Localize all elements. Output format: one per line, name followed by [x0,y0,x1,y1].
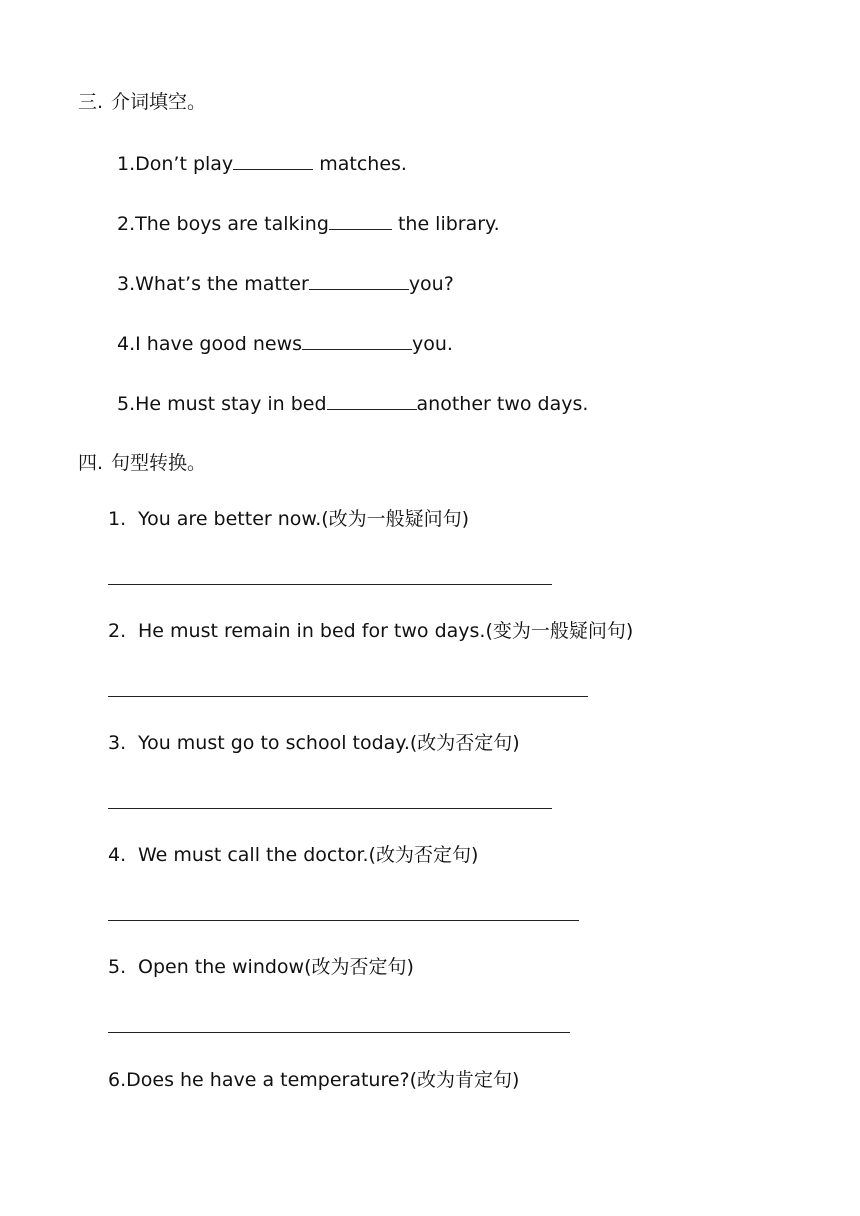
fill-item-text-after: you. [412,333,453,355]
transform-item-index: 2. [108,620,127,642]
fill-item-text-before: 2.The boys are talking [117,213,329,235]
fill-blank[interactable] [302,329,412,350]
fill-item-1 [117,149,407,177]
section-3-heading [78,89,206,115]
section-4-heading [78,450,206,476]
fill-item-5 [117,389,588,417]
section-3-number: 三. [78,91,104,113]
section-3-title: 介词填空。 [111,91,207,113]
transform-item-4 [108,842,478,868]
transform-item-1 [108,506,469,532]
fill-item-text-after: you? [408,273,454,295]
transform-item-text: We must call the doctor.(改为否定句) [138,844,479,866]
transform-item-5 [108,954,414,980]
transform-item-index: 4. [108,844,127,866]
fill-item-text-after: another two days. [416,393,589,415]
transform-item-text: He must remain in bed for two days.(变为一般疑问句) [138,620,634,642]
transform-item-text: Open the window(改为否定句) [138,956,414,978]
fill-blank[interactable] [329,209,392,230]
transform-item-index: 1. [108,508,127,530]
transform-item-text: 6.Does he have a temperature?(改为肯定句) [108,1069,520,1091]
answer-line-1[interactable] [108,584,552,585]
fill-item-text-before: 5.He must stay in bed [117,393,327,415]
answer-line-5[interactable] [108,1032,570,1033]
fill-blank[interactable] [327,389,417,410]
transform-item-index: 5. [108,956,127,978]
transform-item-text: You are better now.(改为一般疑问句) [138,508,470,530]
section-4-title: 句型转换。 [111,452,207,474]
answer-line-2[interactable] [108,696,588,697]
transform-item-6 [108,1067,519,1093]
fill-item-text-before: 1.Don’t play [117,153,234,175]
answer-line-4[interactable] [108,920,579,921]
fill-item-4 [117,329,453,357]
fill-item-text-after: the library. [391,213,500,235]
answer-line-3[interactable] [108,808,552,809]
fill-blank[interactable] [233,149,313,170]
fill-item-text-before: 3.What’s the matter [117,273,309,295]
section-4-number: 四. [78,452,104,474]
fill-item-text-after: matches. [313,153,407,175]
fill-blank[interactable] [309,269,409,290]
transform-item-2 [108,618,633,644]
fill-item-text-before: 4.I have good news [117,333,303,355]
transform-item-index: 3. [108,732,127,754]
fill-item-2 [117,209,500,237]
transform-item-text: You must go to school today.(改为否定句) [138,732,520,754]
transform-item-3 [108,730,520,756]
fill-item-3 [117,269,454,297]
